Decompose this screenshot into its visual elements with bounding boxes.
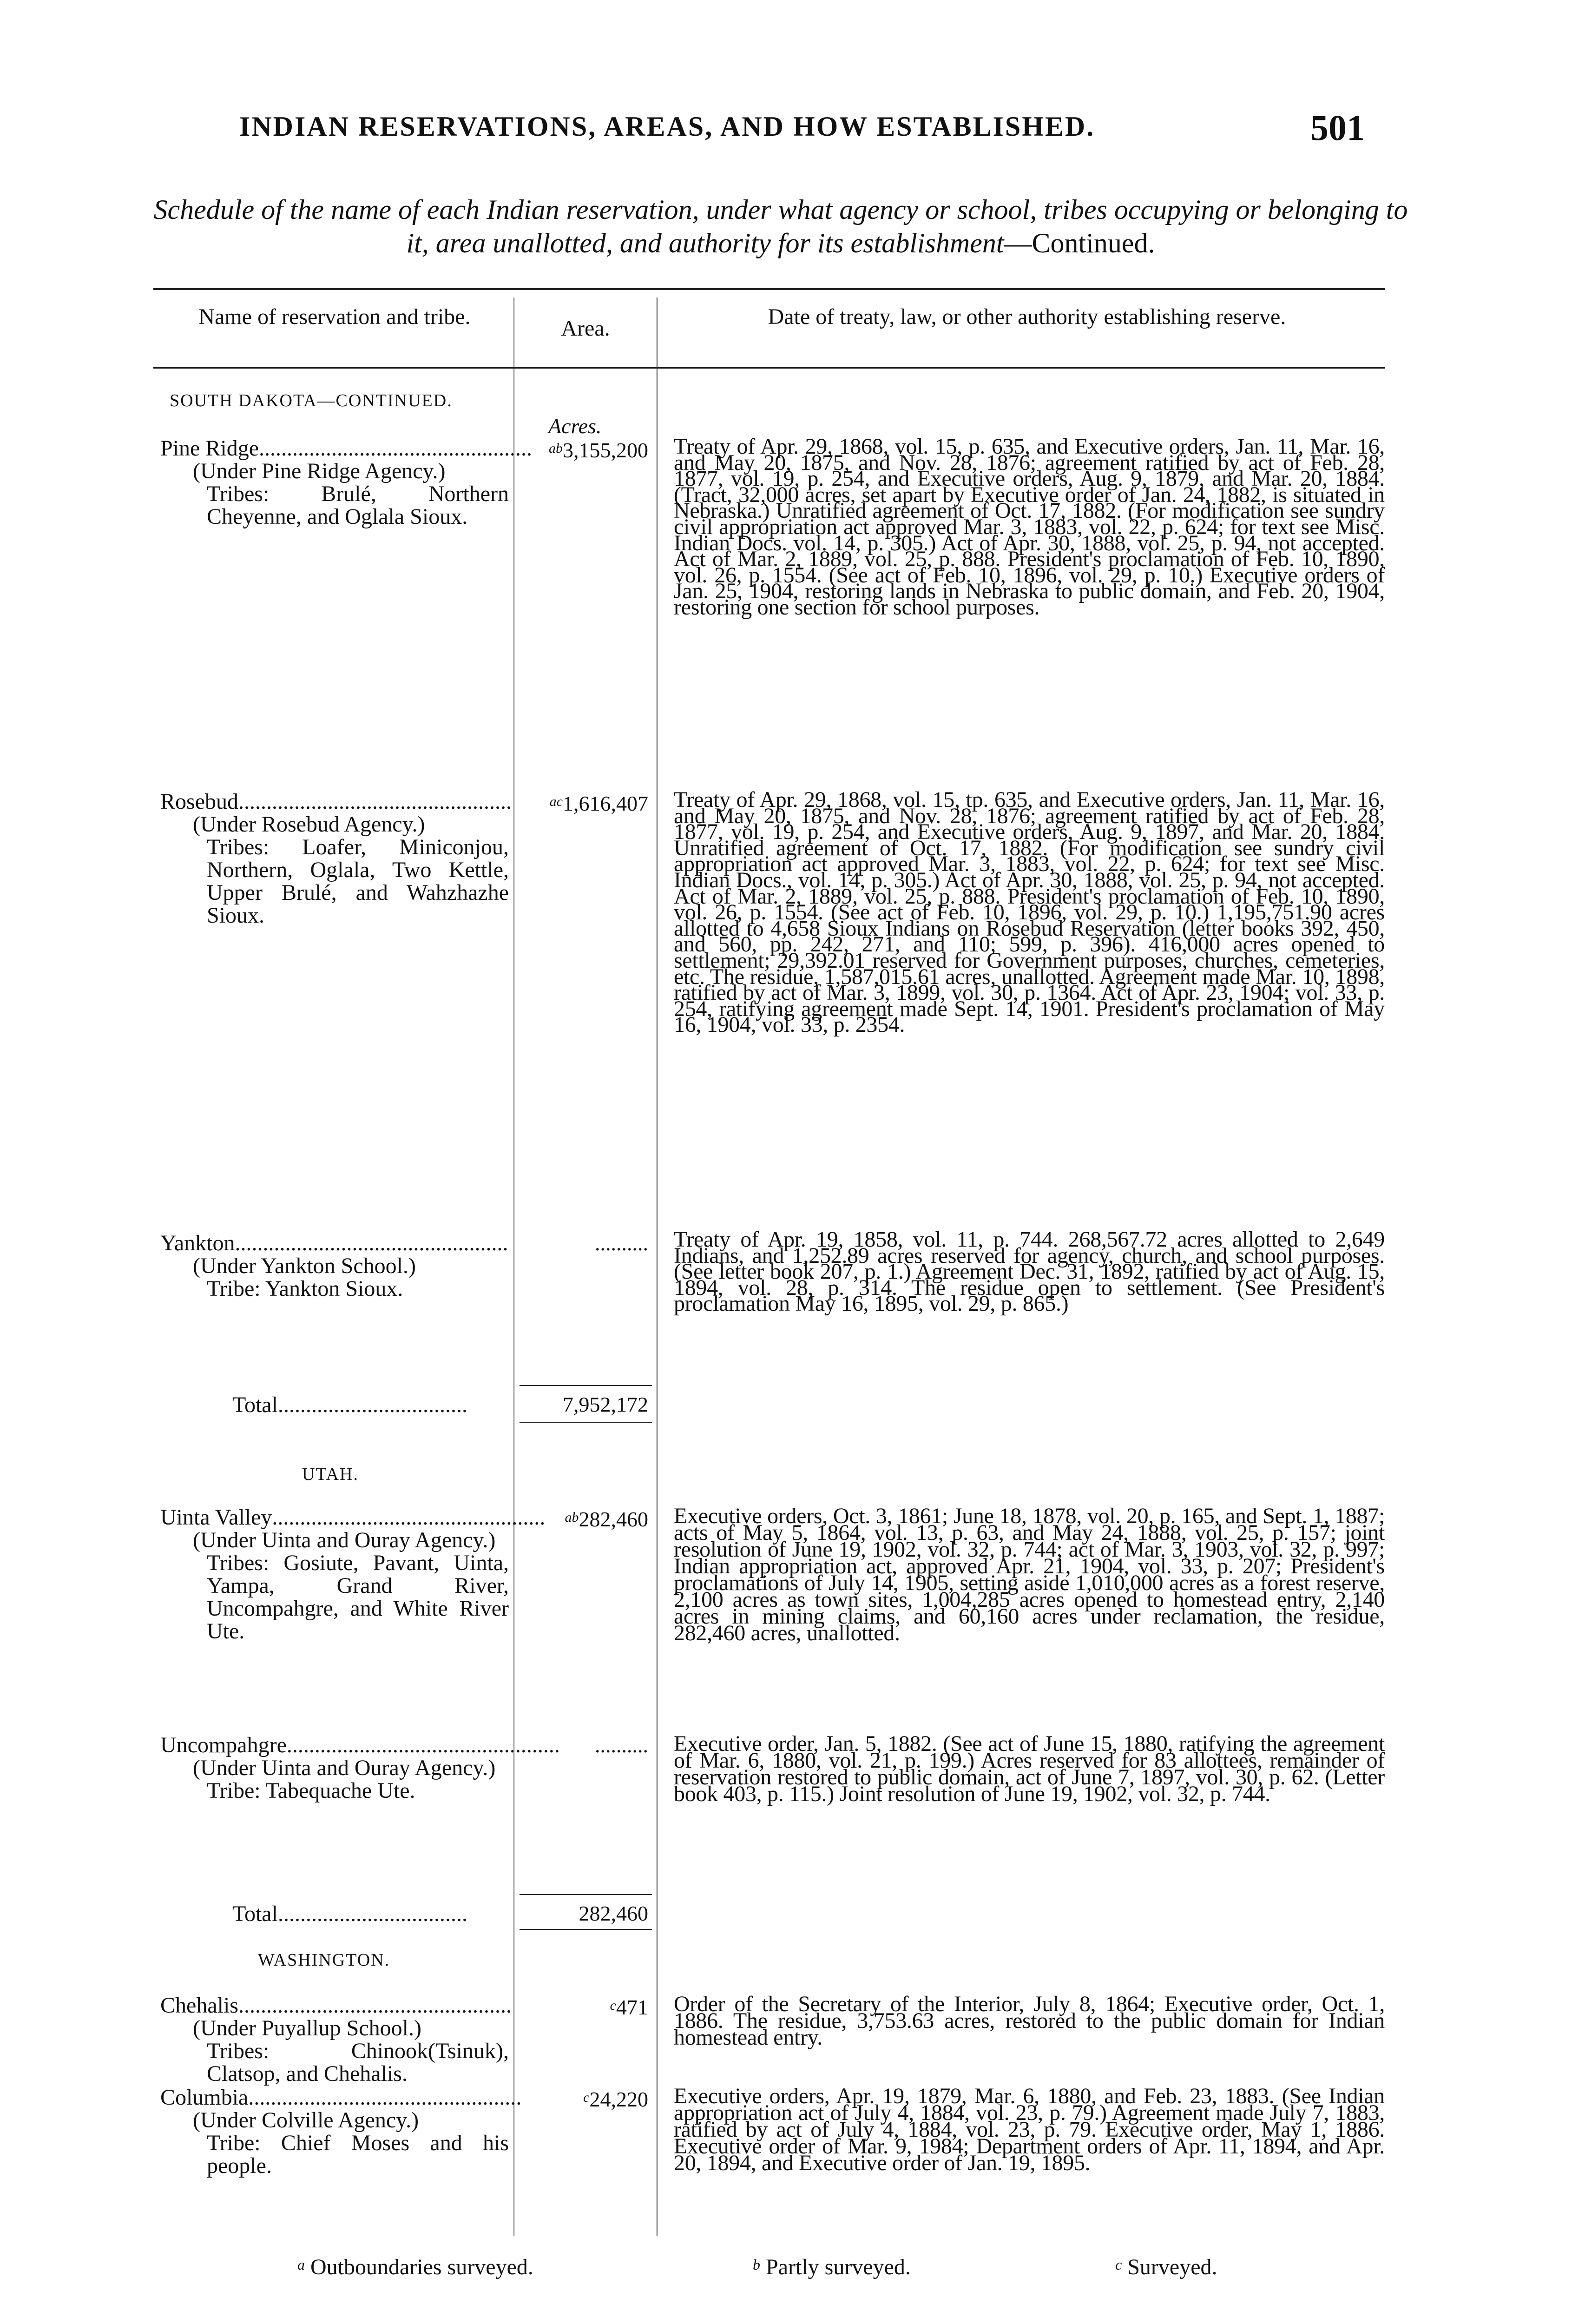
authority-text: Executive order, Jan. 5, 1882. (See act of June 15, 1880, ratifying the agreement of Mar. 6, 1880, vol. 21, p. 199.) Acres reserved for 83 allottees, remainder of reservation restored to public domain, act of June 7, 1897, vol. 30, p. 62. (Letter book 403, p. 115.) Joint resolution of June 19, 1902, vol. 32, p. 744. — [674, 1731, 1385, 1806]
authority-text: Treaty of Apr. 19, 1858, vol. 11, p. 744. 268,567.72 acres allotted to 2,649 Indians, and 1,252.89 acres reserved for agency, church, and school purposes. (See letter book 207, p. 1.) Agreement Dec. 31, 1892, ratified by act of Aug. 15, 1894, vol. 28, p. 314. The residue open to settlement. (See President's proclamation May 16, 1895, vol. 29, p. 865.) — [674, 1227, 1385, 1316]
column-divider-1 — [513, 297, 517, 2236]
authority-text: Order of the Secretary of the Interior, July 8, 1864; Executive order, Oct. 1, 1886. The residue, 3,753.63 acres, restored to the public domain for Indian homestead entry. — [674, 1992, 1385, 2050]
area-value: 3,155,200 — [563, 438, 648, 462]
area-value-cell — [520, 437, 648, 462]
total-bottom-rule — [520, 1929, 652, 1930]
footnote: $^b$ Partly surveyed. — [753, 2255, 911, 2279]
area-value-cell — [520, 1506, 648, 1531]
footnote: $^c$ Surveyed. — [1115, 2255, 1217, 2279]
reservation-name: Uinta Valley — [160, 1505, 272, 1530]
authority-text: Treaty of Apr. 29, 1868, vol. 15, p. 635, and Executive orders, Jan. 11, Mar. 16, and May 20, 1875, and Nov. 28, 1876; agreement ratified by act of Feb. 28, 1877, vol. 19, p. 254, and Executive orders, Aug. 9, 1879, and Mar. 20, 1884. (Tract, 32,000 acres, set apart by Executive order of Jan. 24, 1882, is situated in Nebraska.) Unratified agreement of Oct. 17, 1882. (For modification see sundry civil appropriation act approved Mar. 3, 1883, vol. 22, p. 624; for text see Misc. Indian Docs. vol. 14, p. 305.) Act of Apr. 30, 1888, vol. 25, p. 94, not accepted. Act of Mar. 2, 1889, vol. 25, p. 888. President's proclamation of Feb. 10, 1890, vol. 26, p. 1554. (See act of Feb. 10, 1896, vol. 29, p. 10.) Executive orders of Jan. 25, 1904, restoring lands in Nebraska to public domain, and Feb. 20, 1904, restoring one section for school purposes. — [674, 434, 1385, 620]
reservation-name: Chehalis — [160, 1993, 238, 2018]
table-top-rule — [153, 288, 1385, 290]
area-value-cell — [520, 790, 648, 815]
reservation-name-cell: Chehalis ................................................. (Under Puyallup School.) Tribes: Chinook(Tsinuk), Clatsop, and Chehalis. — [160, 1993, 512, 2086]
total-bottom-rule — [520, 1422, 652, 1423]
area-value-cell: .......... — [595, 1733, 648, 1757]
tribes-text: Tribes: Chinook(Tsinuk), Clatsop, and Chehalis. — [207, 2039, 509, 2086]
area-footnote-mark: ac — [549, 794, 563, 809]
page-number: 501 — [1310, 107, 1365, 148]
caption-text: Schedule of the name of each Indian reservation, under what agency or school, tribes occupying or belonging to it, area unallotted, and authority for its establishment — [153, 194, 1408, 258]
agency-text: (Under Uinta and Ouray Agency.) — [193, 1756, 496, 1780]
area-unit-label: Acres. — [548, 414, 602, 438]
area-footnote-mark: ab — [549, 441, 563, 456]
column-header-area: Area. — [561, 316, 610, 341]
total-label: Total .................................. — [232, 1901, 467, 1926]
area-value-cell: .......... — [595, 1231, 648, 1255]
tribes-text: Tribe: Yankton Sioux. — [207, 1276, 403, 1301]
reservation-name: Columbia — [160, 2085, 249, 2110]
area-value: 1,616,407 — [563, 792, 648, 815]
reservation-name: Uncompahgre — [160, 1733, 287, 1757]
caption-continued: —Continued. — [1004, 228, 1155, 258]
total-value: 282,460 — [579, 1901, 648, 1925]
table-caption — [153, 193, 1408, 260]
area-footnote-mark: ab — [565, 1510, 579, 1525]
total-rule — [520, 1894, 652, 1895]
running-head: INDIAN RESERVATIONS, AREAS, AND HOW ESTABLISHED. — [239, 111, 1095, 142]
reservation-name-cell: Rosebud ................................................. (Under Rosebud Agency.) Tribes: Loafer, Miniconjou, Northern, Oglala, Two Kettle, Upper Brulé, and Wahzhazhe Sioux. — [160, 789, 512, 928]
total-rule — [520, 1385, 652, 1386]
footnote: $^a$ Outboundaries surveyed. — [297, 2255, 533, 2279]
total-label: Total .................................. — [232, 1393, 467, 1417]
agency-text: (Under Puyallup School.) — [193, 2016, 421, 2040]
tribes-text: Tribes: Loafer, Miniconjou, Northern, Oglala, Two Kettle, Upper Brulé, and Wahzhazhe Sioux. — [207, 835, 509, 928]
agency-text: (Under Uinta and Ouray Agency.) — [193, 1528, 496, 1552]
area-value: 24,220 — [589, 2087, 648, 2111]
agency-text: (Under Yankton School.) — [193, 1254, 416, 1278]
area-value: 471 — [616, 1995, 648, 2019]
reservation-name-cell: Uncompahgre ................................................. (Under Uinta and Ouray Agency.) Tribe: Tabequache Ute. — [160, 1733, 560, 1803]
reservation-name: Yankton — [160, 1231, 235, 1255]
header-bottom-rule — [153, 367, 1385, 369]
area-value: 282,460 — [579, 1507, 648, 1531]
area-value-cell — [520, 1994, 648, 2019]
tribes-text: Tribe: Chief Moses and his people. — [207, 2131, 509, 2178]
column-header-authority: Date of treaty, law, or other authority establishing reserve. — [768, 304, 1286, 329]
reservation-name-cell: Columbia ................................................. (Under Colville Agency.) Tribe: Chief Moses and his people. — [160, 2085, 522, 2178]
tribes-text: Tribe: Tabequache Ute. — [207, 1778, 415, 1803]
authority-text: Executive orders, Apr. 19, 1879, Mar. 6, 1880, and Feb. 23, 1883. (See Indian appropriation act of July 4, 1884, vol. 23, p. 79.) Agreement made July 7, 1883, ratified by act of July 4, 1884, vol. 23, p. 79. Executive order, May 1, 1886. Executive order of Mar. 9, 1984; Department orders of Apr. 11, 1894, and Apr. 20, 1894, and Executive order of Jan. 19, 1895. — [674, 2084, 1385, 2175]
agency-text: (Under Colville Agency.) — [193, 2108, 419, 2133]
reservation-name-cell: Uinta Valley ................................................. (Under Uinta and Ouray Agency.) Tribes: Gosiute, Pavant, Uinta, Yampa, Grand River, Uncompahgre, and White River Ute. — [160, 1505, 546, 1644]
reservation-name: Pine Ridge — [160, 436, 259, 461]
area-footnote-mark: c — [610, 1998, 616, 2013]
section-heading-utah: UTAH. — [302, 1465, 359, 1484]
total-value: 7,952,172 — [563, 1393, 648, 1416]
reservation-name-cell: Yankton ................................................. (Under Yankton School.) Tribe: Yankton Sioux. — [160, 1231, 508, 1301]
section-heading-washington: WASHINGTON. — [258, 1950, 390, 1970]
reservation-name-cell: Pine Ridge ................................................. (Under Pine Ridge Agency.) Tribes: Brulé, Northern Cheyenne, and Oglala Sioux. — [160, 436, 532, 529]
section-heading-south-dakota: SOUTH DAKOTA—CONTINUED. — [170, 391, 453, 410]
area-value-cell — [520, 2086, 648, 2111]
column-divider-2 — [657, 297, 661, 2236]
reservation-name: Rosebud — [160, 789, 238, 814]
tribes-text: Tribes: Brulé, Northern Cheyenne, and Oglala Sioux. — [207, 482, 509, 529]
agency-text: (Under Pine Ridge Agency.) — [193, 459, 446, 483]
area-footnote-mark: c — [583, 2090, 590, 2105]
column-header-name: Name of reservation and tribe. — [198, 304, 471, 329]
agency-text: (Under Rosebud Agency.) — [193, 812, 425, 837]
authority-text: Treaty of Apr. 29, 1868, vol. 15, tp. 635, and Executive orders, Jan. 11, Mar. 16, and May 20, 1875, and Nov. 28, 1876; agreement ratified by act of Feb. 28, 1877, vol. 19, p. 254, and Executive orders, Aug. 9, 1897, and Mar. 20, 1884. Unratified agreement of Oct. 17, 1882. (For modification see sundry civil appropriation act approved Mar. 3, 1883, vol. 22, p. 624; for text see Misc. Indian Docs., vol. 14, p. 305.) Act of Apr. 30, 1888, vol. 25, p. 94, not accepted. Act of Mar. 2, 1889, vol. 25, p. 888. President's proclamation of Feb. 10, 1890, vol. 26, p. 1554. (See act of Feb. 10, 1896, vol. 29, p. 10.) 1,195,751.90 acres allotted to 4,658 Sioux Indians on Rosebud Reservation (letter books 392, 450, and 560, pp. 242, 271, and 110; 599, p. 396). 416,000 acres opened to settlement; 29,392.01 reserved for Government purposes, churches, cemeteries, etc. The residue, 1,587,015.61 acres, unallotted. Agreement made Mar. 10, 1898, ratified by act of Mar. 3, 1899, vol. 30, p. 1364. Act of Apr. 23, 1904; vol. 33, p. 254, ratifying agreement made Sept. 14, 1901. President's proclamation of May 16, 1904, vol. 33, p. 2354. — [674, 787, 1385, 1037]
tribes-text: Tribes: Gosiute, Pavant, Uinta, Yampa, Grand River, Uncompahgre, and White River Ute. — [207, 1551, 509, 1644]
authority-text: Executive orders, Oct. 3, 1861; June 18, 1878, vol. 20, p. 165, and Sept. 1, 1887; acts of May 5, 1864, vol. 13, p. 63, and May 24, 1888, vol. 25, p. 157; joint resolution of June 19, 1902, vol. 32, p. 744; act of Mar. 3, 1903, vol. 32, p. 997; Indian appropriation act, approved Apr. 21, 1904, vol. 33, p. 207; President's proclamations of July 14, 1905, setting aside 1,010,000 acres as a forest reserve, 2,100 acres as town sites, 1,004,285 acres opened to homestead entry, 2,140 acres in mining claims, and 60,160 acres under reclamation, the residue, 282,460 acres, unallotted. — [674, 1504, 1385, 1645]
